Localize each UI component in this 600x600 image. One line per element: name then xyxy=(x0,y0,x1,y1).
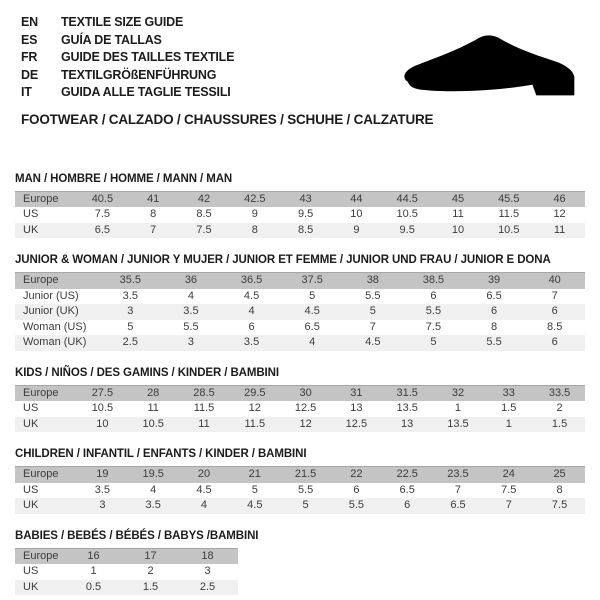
size-value: 5.5 xyxy=(183,320,199,333)
size-value: 3.5 xyxy=(183,305,199,317)
table-title: CHILDREN / INFANTIL / ENFANTS / KINDER / BAMBINI xyxy=(15,448,307,460)
size-value: 8 xyxy=(251,223,258,236)
size-value: 21 xyxy=(248,468,261,480)
size-value: 11.5 xyxy=(498,208,520,220)
row-label: Europe xyxy=(23,192,59,205)
size-value: 45 xyxy=(451,192,465,205)
size-value: 36 xyxy=(184,274,198,286)
size-value: 11 xyxy=(452,208,464,220)
size-value: 21.5 xyxy=(294,468,317,480)
size-value: 28 xyxy=(147,386,160,399)
size-value: 20 xyxy=(197,468,211,480)
size-value: 19 xyxy=(96,468,109,480)
size-value: 1.5 xyxy=(501,402,517,414)
size-value: 24 xyxy=(502,468,515,480)
size-value: 8.5 xyxy=(547,320,563,333)
size-value: 4.5 xyxy=(196,483,212,496)
row-label: UK xyxy=(23,580,39,593)
size-value: 42.5 xyxy=(244,192,266,205)
size-table-man xyxy=(15,173,585,239)
size-value: 1 xyxy=(90,565,97,577)
language-code: EN xyxy=(21,15,38,29)
size-value: 3 xyxy=(187,336,194,348)
size-value: 7.5 xyxy=(196,223,212,236)
row-label: UK xyxy=(23,417,39,430)
size-value: 12 xyxy=(299,417,312,430)
table-header-row xyxy=(15,548,238,565)
table-row xyxy=(15,289,585,305)
size-value: 5.5 xyxy=(365,289,381,302)
size-value: 4 xyxy=(200,499,208,511)
size-table-babies xyxy=(15,530,585,596)
size-value: 7 xyxy=(369,320,376,333)
table-title: BABIES / BEBÉS / BÉBÉS / BABYS /BAMBINI xyxy=(15,529,259,542)
size-value: 9.5 xyxy=(297,208,314,220)
size-value: 6 xyxy=(353,483,360,496)
table-row xyxy=(15,207,585,223)
table-row xyxy=(15,417,585,433)
size-value: 44 xyxy=(350,192,363,205)
size-value: 8 xyxy=(556,483,563,496)
table-grid xyxy=(15,466,585,514)
table-grid xyxy=(15,272,585,351)
size-value: 6 xyxy=(404,499,411,511)
size-value: 13.5 xyxy=(396,402,418,414)
size-value: 7.5 xyxy=(501,483,517,496)
row-label: Europe xyxy=(23,549,59,562)
size-value: 5 xyxy=(127,320,134,333)
size-value: 6 xyxy=(551,336,558,348)
row-label: Europe xyxy=(23,386,59,399)
size-value: 7.5 xyxy=(425,320,442,333)
size-value: 2 xyxy=(556,402,563,414)
size-value: 9 xyxy=(251,208,258,220)
size-value: 29.5 xyxy=(244,386,266,399)
size-value: 10 xyxy=(96,417,109,430)
size-value: 10 xyxy=(350,208,363,220)
table-row xyxy=(15,335,585,351)
table-row xyxy=(15,304,585,320)
size-value: 6.5 xyxy=(486,289,502,302)
table-header-row xyxy=(15,191,585,208)
size-value: 3 xyxy=(204,565,211,577)
size-value: 3.5 xyxy=(122,289,138,302)
size-value: 1.5 xyxy=(551,417,568,430)
language-title: TEXTILE SIZE GUIDE xyxy=(61,15,184,29)
language-code: FR xyxy=(21,50,38,64)
row-label: Woman (UK) xyxy=(23,336,87,348)
table-header-row xyxy=(15,466,585,483)
size-table-junior-woman xyxy=(15,254,585,351)
size-value: 3 xyxy=(99,499,106,511)
language-title: GUIDA ALLE TAGLIE TESSILI xyxy=(61,85,231,99)
language-title: TEXTILGRÖßENFÜHRUNG xyxy=(61,67,217,82)
size-value: 4 xyxy=(309,336,316,348)
size-value: 12.5 xyxy=(294,402,317,414)
size-value: 8 xyxy=(150,208,157,220)
size-value: 45.5 xyxy=(498,192,520,205)
size-value: 5 xyxy=(251,483,258,496)
table-title: KIDS / NIÑOS / DES GAMINS / KINDER / BAMBINI xyxy=(15,366,279,379)
size-value: 4 xyxy=(150,483,157,496)
size-value: 28.5 xyxy=(193,386,215,399)
size-value: 8.5 xyxy=(196,208,212,220)
size-value: 6 xyxy=(430,289,437,302)
size-value: 1 xyxy=(505,417,512,430)
size-value: 5.5 xyxy=(348,499,365,511)
size-value: 30 xyxy=(299,386,312,399)
size-value: 17 xyxy=(144,549,157,562)
size-value: 31.5 xyxy=(396,386,418,399)
size-value: 25 xyxy=(553,468,566,480)
size-value: 6.5 xyxy=(94,223,111,236)
size-value: 5 xyxy=(309,289,316,302)
size-value: 36.5 xyxy=(240,274,263,286)
size-value: 11 xyxy=(553,223,566,236)
size-value: 35.5 xyxy=(119,274,142,286)
size-value: 43 xyxy=(299,192,312,205)
size-value: 12.5 xyxy=(345,417,368,430)
size-value: 0.5 xyxy=(85,580,102,593)
size-value: 6 xyxy=(491,305,498,317)
table-row xyxy=(15,483,585,499)
size-value: 11.5 xyxy=(244,417,266,430)
language-code: DE xyxy=(21,67,38,82)
row-label: Woman (US) xyxy=(23,320,87,333)
size-value: 6 xyxy=(551,305,558,317)
size-value: 2.5 xyxy=(199,580,216,593)
size-value: 40 xyxy=(548,274,561,286)
row-label: US xyxy=(23,483,39,496)
size-value: 5 xyxy=(302,499,309,511)
size-table-children xyxy=(15,448,585,514)
table-grid xyxy=(15,385,585,433)
size-value: 7.5 xyxy=(551,499,568,511)
size-value: 5.5 xyxy=(486,336,502,348)
size-tables xyxy=(15,173,585,596)
table-row xyxy=(15,320,585,336)
table-row xyxy=(15,223,585,239)
size-value: 7 xyxy=(454,483,462,496)
size-value: 3 xyxy=(127,305,134,317)
row-label: US xyxy=(23,565,39,577)
size-value: 33 xyxy=(502,386,515,399)
category-title: FOOTWEAR / CALZADO / CHAUSSURES / SCHUHE / CALZATURE xyxy=(21,111,434,127)
table-grid xyxy=(15,548,238,596)
size-value: 3.5 xyxy=(243,336,260,348)
size-value: 12 xyxy=(553,208,566,220)
size-value: 41 xyxy=(147,192,160,205)
table-title: JUNIOR & WOMAN / JUNIOR Y MUJER / JUNIOR ET FEMME / JUNIOR UND FRAU / JUNIOR E DONA xyxy=(15,254,551,266)
row-label: US xyxy=(23,402,39,414)
size-value: 4.5 xyxy=(243,289,260,302)
size-value: 42 xyxy=(197,192,211,205)
size-value: 6.5 xyxy=(450,499,466,511)
size-value: 16 xyxy=(87,549,100,562)
table-grid xyxy=(15,191,585,239)
size-value: 39 xyxy=(487,274,501,286)
size-value: 22.5 xyxy=(396,468,418,480)
table-row xyxy=(15,564,238,580)
size-value: 11.5 xyxy=(193,402,215,414)
size-value: 6 xyxy=(248,320,255,333)
size-value: 38 xyxy=(366,274,379,286)
size-value: 46 xyxy=(553,192,566,205)
size-value: 19.5 xyxy=(142,468,164,480)
size-value: 4.5 xyxy=(247,499,263,511)
table-header-row xyxy=(15,272,585,289)
size-value: 10.5 xyxy=(142,417,164,430)
size-value: 2 xyxy=(147,565,154,577)
size-value: 37.5 xyxy=(301,274,323,286)
size-value: 10.5 xyxy=(91,402,114,414)
size-value: 4 xyxy=(187,289,194,302)
language-code: IT xyxy=(21,85,32,99)
size-value: 6.5 xyxy=(304,320,320,333)
size-value: 8.5 xyxy=(297,223,314,236)
size-value: 27.5 xyxy=(91,386,114,399)
size-value: 1 xyxy=(454,402,462,414)
table-row xyxy=(15,401,585,417)
size-value: 18 xyxy=(201,549,214,562)
row-label: UK xyxy=(23,223,39,236)
language-title: GUÍA DE TALLAS xyxy=(61,32,162,47)
size-value: 4.5 xyxy=(365,336,381,348)
size-value: 6.5 xyxy=(399,483,415,496)
size-value: 4 xyxy=(248,305,255,317)
size-value: 23.5 xyxy=(447,468,469,480)
row-label: Junior (UK) xyxy=(23,305,79,317)
table-row xyxy=(15,498,585,514)
size-value: 5.5 xyxy=(425,305,442,317)
size-value: 8 xyxy=(491,320,498,333)
language-code: ES xyxy=(21,32,38,47)
row-label: UK xyxy=(23,499,39,511)
size-value: 5.5 xyxy=(297,483,314,496)
size-value: 5 xyxy=(430,336,437,348)
size-value: 38.5 xyxy=(422,274,445,286)
size-table-kids xyxy=(15,367,585,433)
table-row xyxy=(15,580,238,596)
size-value: 12 xyxy=(248,402,261,414)
size-value: 11 xyxy=(198,417,210,430)
size-value: 7 xyxy=(505,499,512,511)
size-value: 10.5 xyxy=(396,208,418,220)
size-value: 3.5 xyxy=(145,499,161,511)
size-value: 33.5 xyxy=(548,386,571,399)
row-label: US xyxy=(23,208,39,220)
size-value: 7 xyxy=(551,289,558,302)
row-label: Europe xyxy=(23,468,59,480)
size-value: 9 xyxy=(353,223,360,236)
size-value: 13 xyxy=(350,402,363,414)
size-value: 40.5 xyxy=(91,192,114,205)
size-value: 9.5 xyxy=(399,223,415,236)
size-value: 7.5 xyxy=(94,208,111,220)
row-label: Europe xyxy=(23,274,59,286)
size-value: 10.5 xyxy=(498,223,520,236)
dress-shoe-icon xyxy=(392,30,587,108)
size-value: 31 xyxy=(350,386,363,399)
size-value: 2.5 xyxy=(122,336,138,348)
size-value: 13.5 xyxy=(447,417,469,430)
row-label: Junior (US) xyxy=(23,289,79,302)
size-value: 32 xyxy=(451,386,465,399)
size-value: 1.5 xyxy=(142,580,159,593)
size-value: 7 xyxy=(150,223,157,236)
table-title: MAN / HOMBRE / HOMME / MANN / MAN xyxy=(15,172,233,185)
size-value: 11 xyxy=(147,402,159,414)
size-value: 4.5 xyxy=(304,305,320,317)
language-row xyxy=(21,14,585,32)
size-value: 22 xyxy=(350,468,363,480)
size-value: 5 xyxy=(369,305,376,317)
size-value: 44.5 xyxy=(396,192,418,205)
language-title: GUIDE DES TAILLES TEXTILE xyxy=(61,50,235,64)
table-header-row xyxy=(15,385,585,402)
size-value: 13 xyxy=(401,417,414,430)
size-value: 10 xyxy=(451,223,465,236)
size-value: 3.5 xyxy=(94,483,111,496)
